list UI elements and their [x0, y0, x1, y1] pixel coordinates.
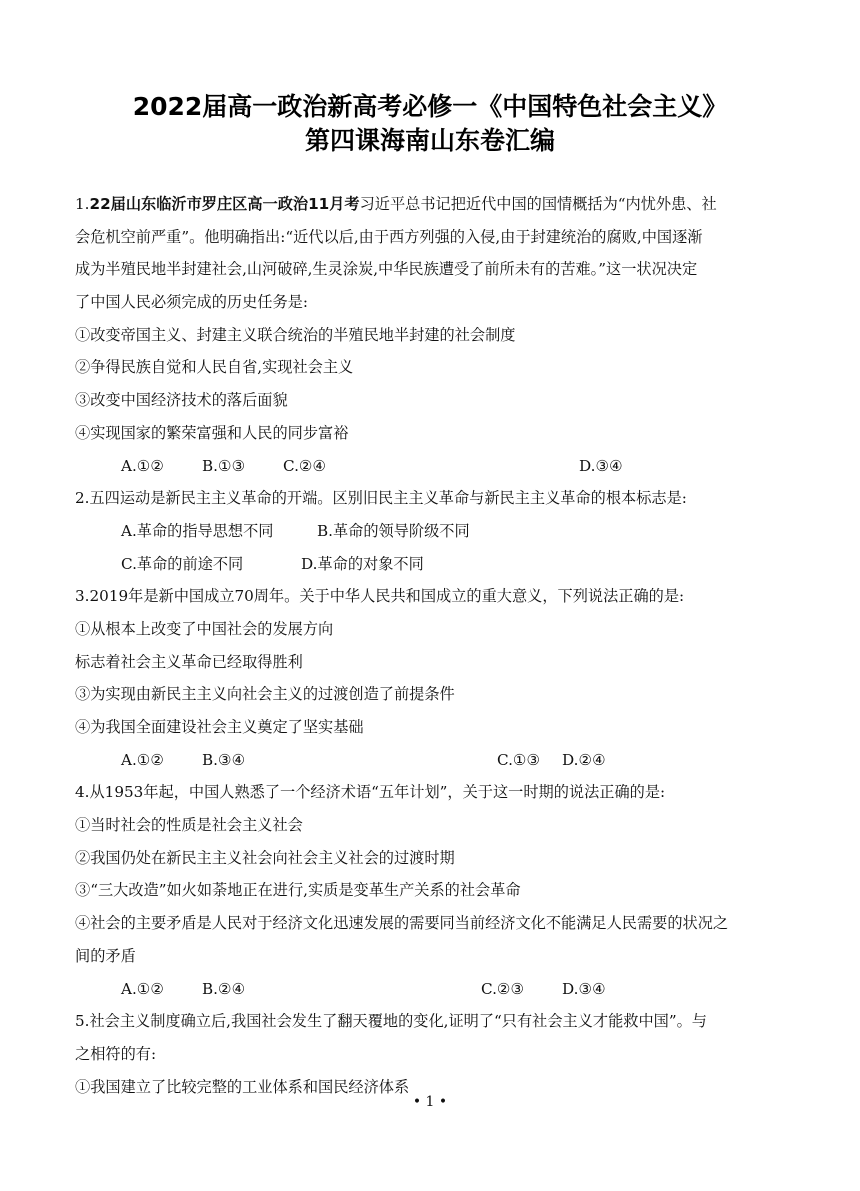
question-4-item-1: ①当时社会的性质是社会主义社会 [75, 816, 303, 835]
question-2-option-c: C.革命的前途不同 [121, 554, 244, 573]
question-3-item-2: 标志着社会主义革命已经取得胜利 [75, 652, 303, 671]
question-2-option-b: B.革命的领导阶级不同 [317, 521, 470, 540]
question-5-item-1: ①我国建立了比较完整的工业体系和国民经济体系 [75, 1077, 410, 1096]
question-1-item-1: ①改变帝国主义、封建主义联合统治的半殖民地半封建的社会制度 [75, 325, 516, 344]
question-4-item-4-continued: 间的矛盾 [75, 946, 136, 965]
question-4-option-b: B.②④ [202, 979, 246, 998]
question-4-option-c: C.②③ [481, 979, 525, 998]
question-1-options [75, 450, 787, 483]
question-2-option-a: A.革命的指导思想不同 [121, 521, 274, 540]
question-2-stem: 2.五四运动是新民主主义革命的开端。区别旧民主主义革命与新民主主义革命的根本标志是: [75, 489, 687, 508]
question-2-options-row-1 [75, 515, 787, 548]
question-1-option-c: C.②④ [283, 456, 327, 475]
question-1-stem-line-1 [75, 188, 787, 221]
question-1-item-3: ③改变中国经济技术的落后面貌 [75, 391, 288, 410]
question-1-source: 22届山东临沂市罗庄区高一政治11月考 [89, 195, 360, 213]
question-1-stem-line-3: 成为半殖民地半封建社会,山河破碎,生灵涂炭,中华民族遭受了前所未有的苦难。”这一状况决定 [75, 260, 698, 279]
question-4-stem: 4.从1953年起，中国人熟悉了一个经济术语“五年计划”，关于这一时期的说法正确的是: [75, 783, 666, 802]
question-4-item-2: ②我国仍处在新民主主义社会向社会主义社会的过渡时期 [75, 848, 455, 867]
question-3-stem: 3.2019年是新中国成立70周年。关于中华人民共和国成立的重大意义，下列说法正确的是: [75, 587, 685, 606]
question-1-stem-line-2: 会危机空前严重”。他明确指出:“近代以后,由于西方列强的入侵,由于封建统治的腐败,中国逐渐 [75, 227, 703, 246]
question-1-stem-text: 习近平总书记把近代中国的国情概括为“内忧外患、社 [359, 195, 717, 213]
question-4-options [75, 973, 787, 1006]
question-5-stem-line-1: 5.社会主义制度确立后,我国社会发生了翻天覆地的变化,证明了“只有社会主义才能救中国”。与 [75, 1012, 707, 1031]
question-3-item-3: ③为实现由新民主主义向社会主义的过渡创造了前提条件 [75, 685, 455, 704]
question-4-option-a: A.①② [121, 979, 165, 998]
question-3-options [75, 744, 787, 777]
question-1-item-2: ②争得民族自觉和人民自省,实现社会主义 [75, 358, 354, 377]
question-3-option-a: A.①② [121, 750, 165, 769]
question-1-stem-line-4: 了中国人民必须完成的历史任务是: [75, 293, 308, 312]
question-4-item-4: ④社会的主要矛盾是人民对于经济文化迅速发展的需要同当前经济文化不能满足人民需要的状况之 [75, 914, 729, 933]
document-title-line-1: 2022届高一政治新高考必修一《中国特色社会主义》 [132, 92, 728, 121]
question-2-option-d: D.革命的对象不同 [301, 554, 424, 573]
question-3-item-1: ①从根本上改变了中国社会的发展方向 [75, 619, 334, 638]
question-1-option-b: B.①③ [202, 456, 246, 475]
question-3-option-b: B.③④ [202, 750, 246, 769]
question-4-item-3: ③“三大改造”如火如荼地正在进行,实质是变革生产关系的社会革命 [75, 881, 521, 900]
question-4-option-d: D.③④ [562, 979, 606, 998]
question-3-option-c: C.①③ [497, 750, 541, 769]
question-1-option-a: A.①② [121, 456, 165, 475]
question-5-stem-line-2: 之相符的有: [75, 1044, 157, 1063]
question-1-item-4: ④实现国家的繁荣富强和人民的同步富裕 [75, 423, 349, 442]
question-3-item-4: ④为我国全面建设社会主义奠定了坚实基础 [75, 718, 364, 736]
question-list [75, 188, 787, 1103]
page-number: • 1 • [412, 1094, 448, 1110]
question-1-option-d: D.③④ [579, 456, 623, 475]
question-3-option-d: D.②④ [562, 750, 606, 769]
question-1-number: 1. [75, 195, 90, 213]
question-2-options-row-2 [75, 548, 787, 581]
document-title-line-2: 第四课海南山东卷汇编 [304, 126, 555, 155]
